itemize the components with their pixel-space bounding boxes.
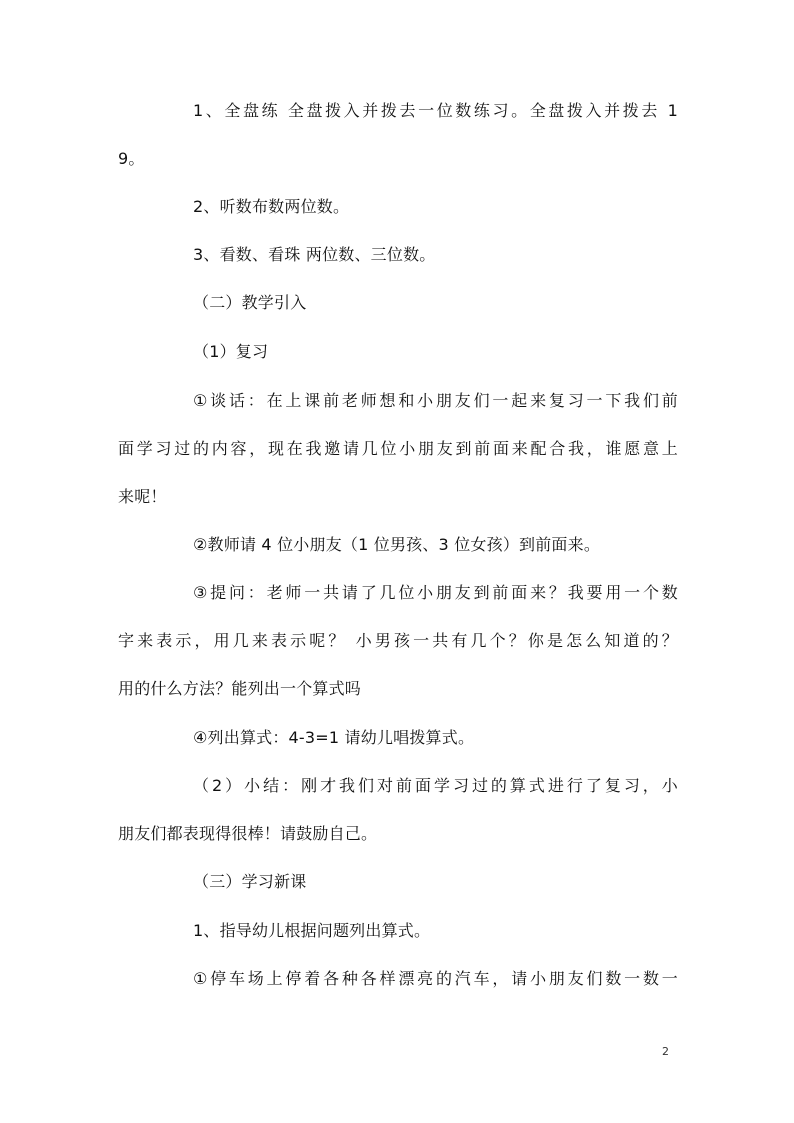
- paragraph-line: 1、全盘练 全盘拨入并拨去一位数练习。全盘拨入并拨去 1: [193, 101, 678, 120]
- paragraph-line: 来呢！: [118, 487, 167, 506]
- section-heading: （三）学习新课: [193, 872, 307, 891]
- paragraph-line: ③提问：老师一共请了几位小朋友到前面来？我要用一个数: [193, 583, 678, 602]
- paragraph-line: ①停车场上停着各种各样漂亮的汽车，请小朋友们数一数一: [193, 969, 678, 988]
- paragraph-line: 面学习过的内容，现在我邀请几位小朋友到前面来配合我，谁愿意上: [118, 439, 678, 458]
- paragraph-line: 2、听数布数两位数。: [193, 197, 350, 216]
- paragraph-line: 用的什么方法？能列出一个算式吗: [118, 679, 362, 698]
- subsection-heading: （1）复习: [193, 342, 269, 361]
- paragraph-line: ②教师请 4 位小朋友（1 位男孩、3 位女孩）到前面来。: [193, 535, 601, 554]
- paragraph-line: （2）小结：刚才我们对前面学习过的算式进行了复习，小: [193, 776, 678, 795]
- paragraph-line: 9。: [118, 149, 145, 168]
- paragraph-line: ④列出算式：4-3=1 请幼儿唱拨算式。: [193, 728, 475, 747]
- page-number: 2: [662, 1045, 669, 1058]
- paragraph-line: ①谈话：在上课前老师想和小朋友们一起来复习一下我们前: [193, 391, 678, 410]
- paragraph-line: 字来表示，用几来表示呢？ 小男孩一共有几个？你是怎么知道的？: [118, 631, 678, 650]
- section-heading: （二）教学引入: [193, 293, 307, 312]
- paragraph-line: 3、看数、看珠 两位数、三位数。: [193, 245, 436, 264]
- paragraph-line: 朋友们都表现得很棒！请鼓励自己。: [118, 824, 378, 843]
- paragraph-line: 1、指导幼儿根据问题列出算式。: [193, 921, 431, 940]
